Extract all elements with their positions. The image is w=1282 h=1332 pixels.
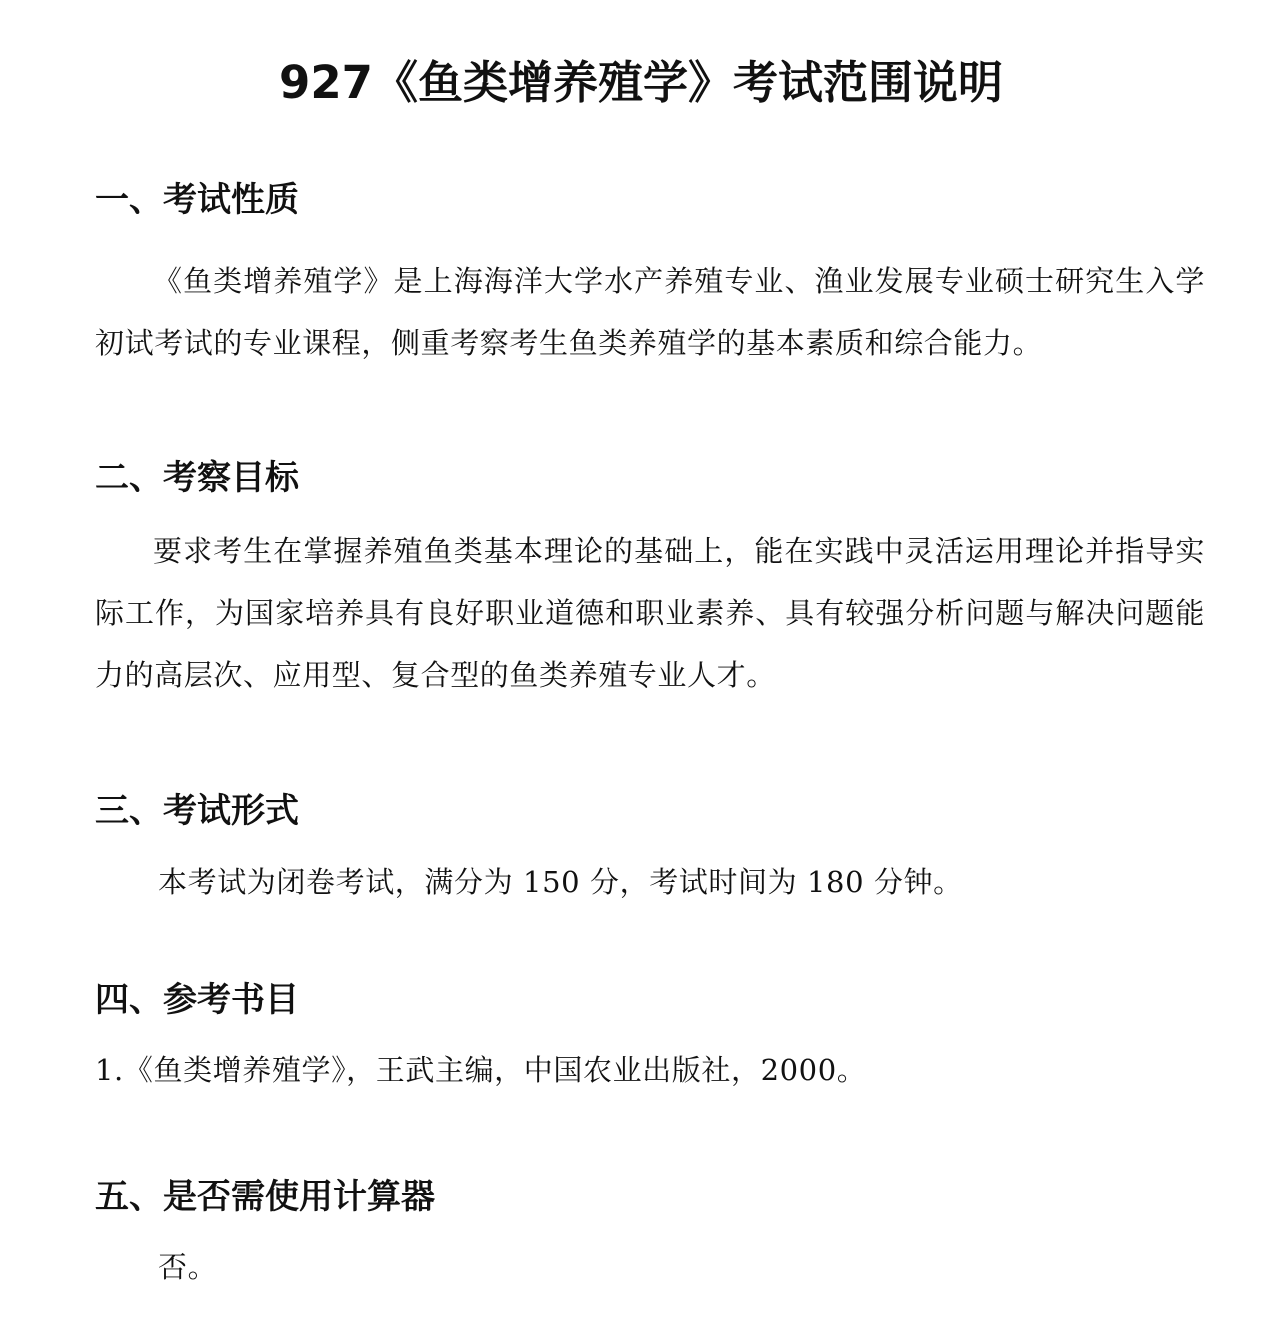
section-heading-exam-format: 三、考试形式 (95, 791, 299, 831)
section-paragraph-exam-nature: 《鱼类增养殖学》是上海海洋大学水产养殖专业、渔业发展专业硕士研究生入学初试考试的专业课程，侧重考察考生鱼类养殖学的基本素质和综合能力。 (95, 264, 1205, 360)
section-heading-exam-nature: 一、考试性质 (95, 180, 299, 220)
section-heading-references: 四、参考书目 (95, 980, 299, 1020)
section-heading-exam-objective: 二、考察目标 (95, 458, 299, 498)
section-paragraph-exam-objective: 要求考生在掌握养殖鱼类基本理论的基础上，能在实践中灵活运用理论并指导实际工作，为国家培养具有良好职业道德和职业素养、具有较强分析问题与解决问题能力的高层次、应用型、复合型的鱼类养殖专业人才。 (95, 534, 1205, 692)
reference-item: 1.《鱼类增养殖学》，王武主编，中国农业出版社，2000。 (95, 1053, 867, 1087)
section-paragraph-calculator: 否。 (158, 1250, 218, 1284)
section-heading-calculator: 五、是否需使用计算器 (95, 1177, 435, 1217)
document-title: 927《鱼类增养殖学》考试范围说明 (279, 56, 1003, 109)
section-paragraph-exam-format: 本考试为闭卷考试，满分为 150 分，考试时间为 180 分钟。 (158, 865, 963, 899)
